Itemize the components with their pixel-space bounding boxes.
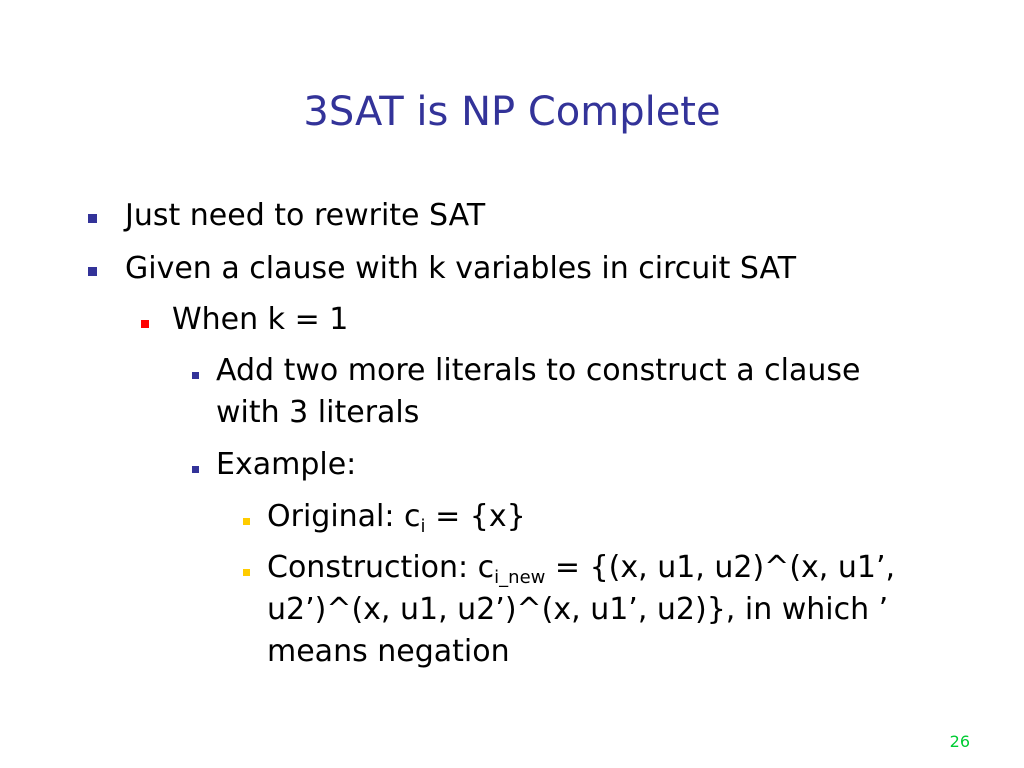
bullet-text [267,548,895,588]
text-part: = {x} [425,499,526,534]
slide-title: 3SAT is NP Complete [303,89,721,135]
text-part: = {(x, u1, u2)^(x, u1’, [545,550,896,585]
bullet-text [267,497,526,537]
bullet-text-continued: u2’)^(x, u1, u2’)^(x, u1’, u2)}, in which ’ [267,592,889,627]
bullet-text-continued: means negation [267,634,510,669]
text-part: Original: c [267,499,421,534]
square-bullet-icon [243,569,250,576]
square-bullet-icon [192,466,199,473]
text-part: Construction: c [267,550,495,585]
bullet-text: Add two more literals to construct a clause [216,353,861,388]
square-bullet-icon [88,267,97,276]
square-bullet-icon [88,214,97,223]
bullet-text: When k = 1 [172,302,349,337]
bullet-text: Just need to rewrite SAT [125,198,486,233]
bullet-text: Example: [216,447,357,482]
bullet-text: Given a clause with k variables in circuit SAT [125,251,797,286]
subscript: i_new [494,567,546,588]
square-bullet-icon [243,518,250,525]
square-bullet-icon [192,372,199,379]
subscript: i [420,516,426,537]
bullet-text-continued: with 3 literals [216,395,420,430]
square-bullet-icon [141,320,149,328]
slide-number: 26 [949,732,970,751]
